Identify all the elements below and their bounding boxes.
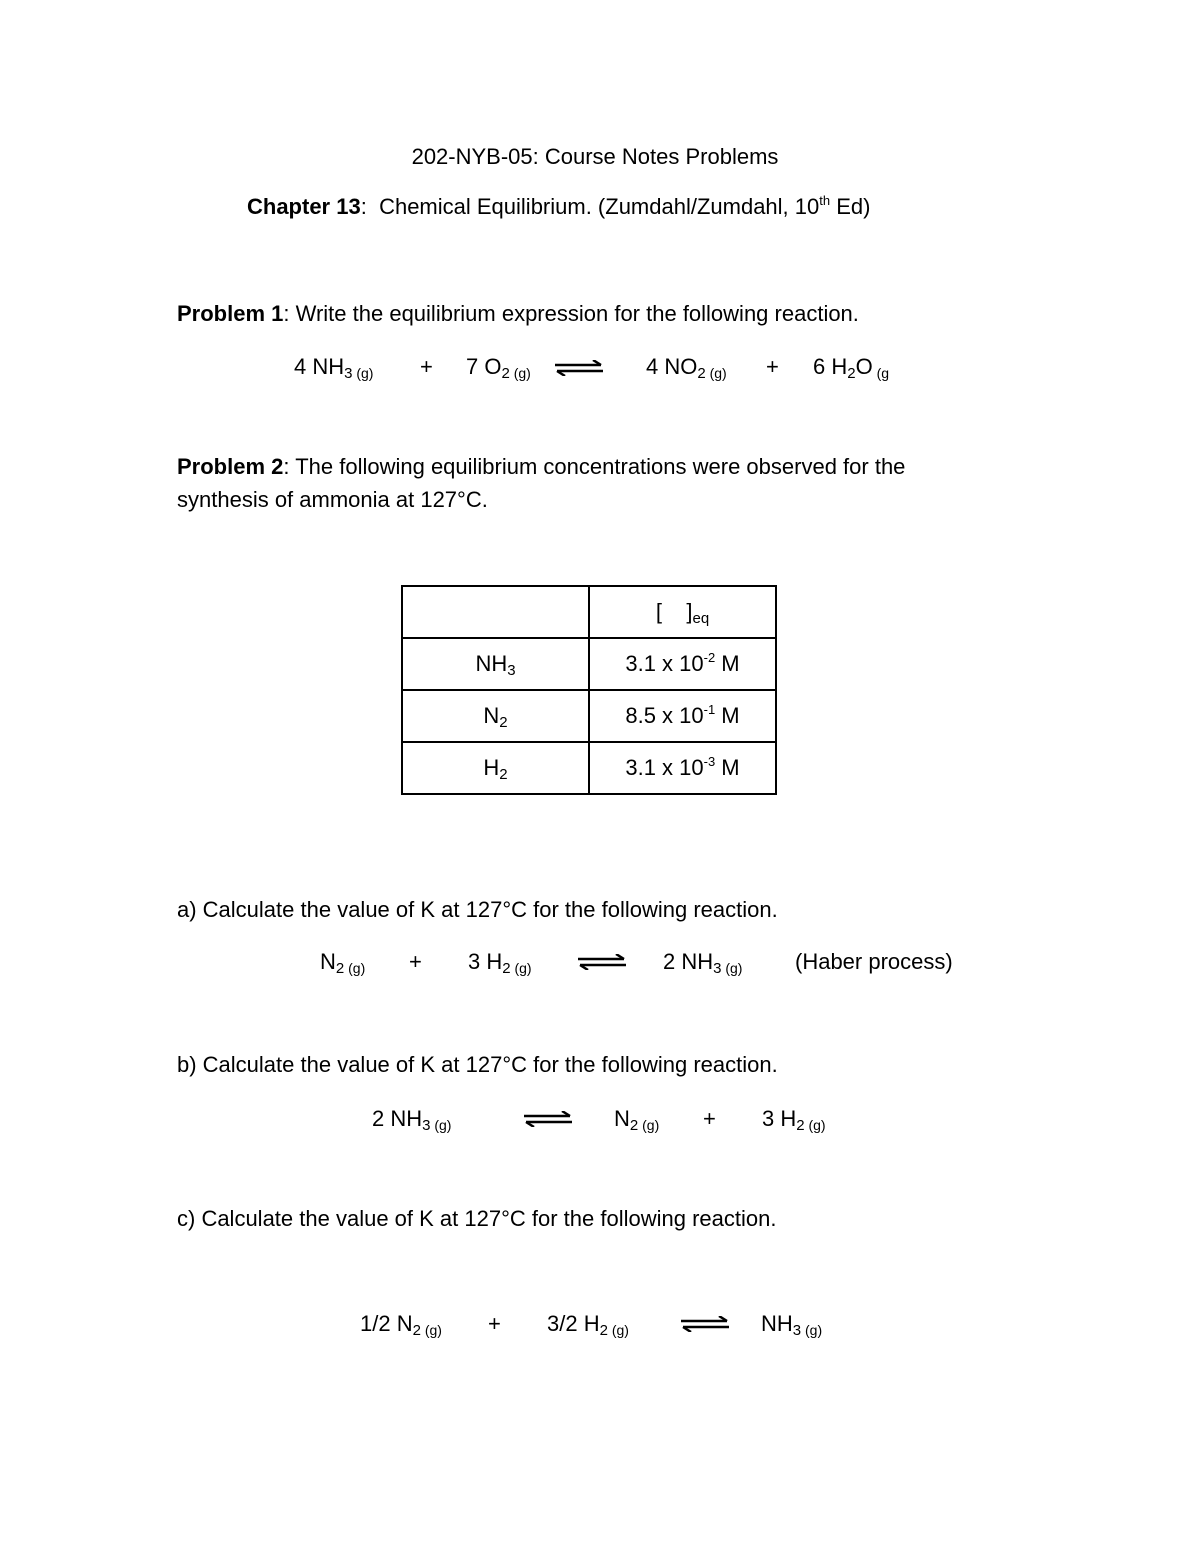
- concentration-cell: 8.5 x $10^{-1}$ M: [589, 690, 776, 742]
- edition-tail: Ed): [830, 194, 871, 219]
- chapter-text: Chemical Equilibrium. (Zumdahl/Zumdahl, 10: [379, 194, 820, 219]
- part-a-prompt: a) Calculate the value of K at 127°C for the following reaction.: [177, 897, 778, 922]
- plus-sign: +: [703, 1106, 716, 1131]
- table-header-row: [402, 586, 776, 638]
- concentration-cell: 3.1 x $10^{-2}$ M: [589, 638, 776, 690]
- species-cell: $N_2$: [402, 690, 589, 742]
- plus-sign: +: [488, 1311, 501, 1336]
- chapter-colon: :: [360, 194, 367, 219]
- table-row: [402, 690, 776, 742]
- concentration-cell: 3.1 x $10^{-3}$ M: [589, 742, 776, 794]
- reactant-h2: 3/2 $H_2$ (g): [547, 1311, 629, 1339]
- reactant-o2: 7 $O_2$ (g): [466, 354, 531, 382]
- plus-sign: +: [420, 354, 433, 379]
- product-no2: 4 $NO_2$ (g): [646, 354, 727, 382]
- chapter-heading: [247, 193, 871, 219]
- reactant-n2: 1/2 $N_2$ (g): [360, 1311, 442, 1339]
- problem-2-text-line2: synthesis of ammonia at 127°C.: [177, 487, 488, 512]
- species-cell: $NH_3$: [402, 638, 589, 690]
- part-b-prompt: b) Calculate the value of K at 127°C for the following reaction.: [177, 1052, 778, 1077]
- part-c-prompt: c) Calculate the value of K at 127°C for the following reaction.: [177, 1206, 777, 1231]
- problem-1-statement: [177, 303, 859, 325]
- concentration-table: [401, 585, 777, 795]
- product-nh3: $NH_3$ (g): [761, 1311, 823, 1339]
- equilibrium-arrow-icon: [679, 1316, 731, 1332]
- table-row: [402, 638, 776, 690]
- reactant-nh3: 4 $NH_3$ (g): [294, 354, 374, 382]
- species-cell: $H_2$: [402, 742, 589, 794]
- reactant-nh3: 2 $NH_3$ (g): [372, 1106, 452, 1134]
- equilibrium-arrow-icon: [522, 1111, 574, 1127]
- product-n2: $N_2$ (g): [614, 1106, 660, 1134]
- haber-process-note: (Haber process): [795, 949, 953, 974]
- reactant-n2: $N_2$ (g): [320, 949, 366, 977]
- table-row: [402, 742, 776, 794]
- equilibrium-arrow-icon: [553, 360, 605, 376]
- plus-sign: +: [766, 354, 779, 379]
- table-cell-empty: [402, 586, 589, 638]
- problem-1-label: Problem 1: [177, 301, 284, 326]
- product-h2: 3 $H_2$ (g): [762, 1106, 826, 1134]
- product-h2o: 6 $H_2O$ (g: [813, 354, 890, 382]
- problem-2-text-line1: : The following equilibrium concentrations were observed for the: [283, 454, 906, 479]
- table-header-eq: [ ]$_{eq}$: [589, 586, 776, 638]
- chapter-label: Chapter 13: [247, 194, 361, 219]
- equilibrium-arrow-icon: [576, 954, 628, 970]
- plus-sign: +: [409, 949, 422, 974]
- problem-2-statement: [177, 456, 905, 478]
- product-nh3: 2 $NH_3$ (g): [663, 949, 743, 977]
- reactant-h2: 3 $H_2$ (g): [468, 949, 532, 977]
- problem-2-label: Problem 2: [177, 454, 284, 479]
- problem-1-text: : Write the equilibrium expression for the following reaction.: [283, 301, 859, 326]
- edition-superscript: th: [819, 193, 831, 208]
- course-title: 202-NYB-05: Course Notes Problems: [411, 144, 779, 169]
